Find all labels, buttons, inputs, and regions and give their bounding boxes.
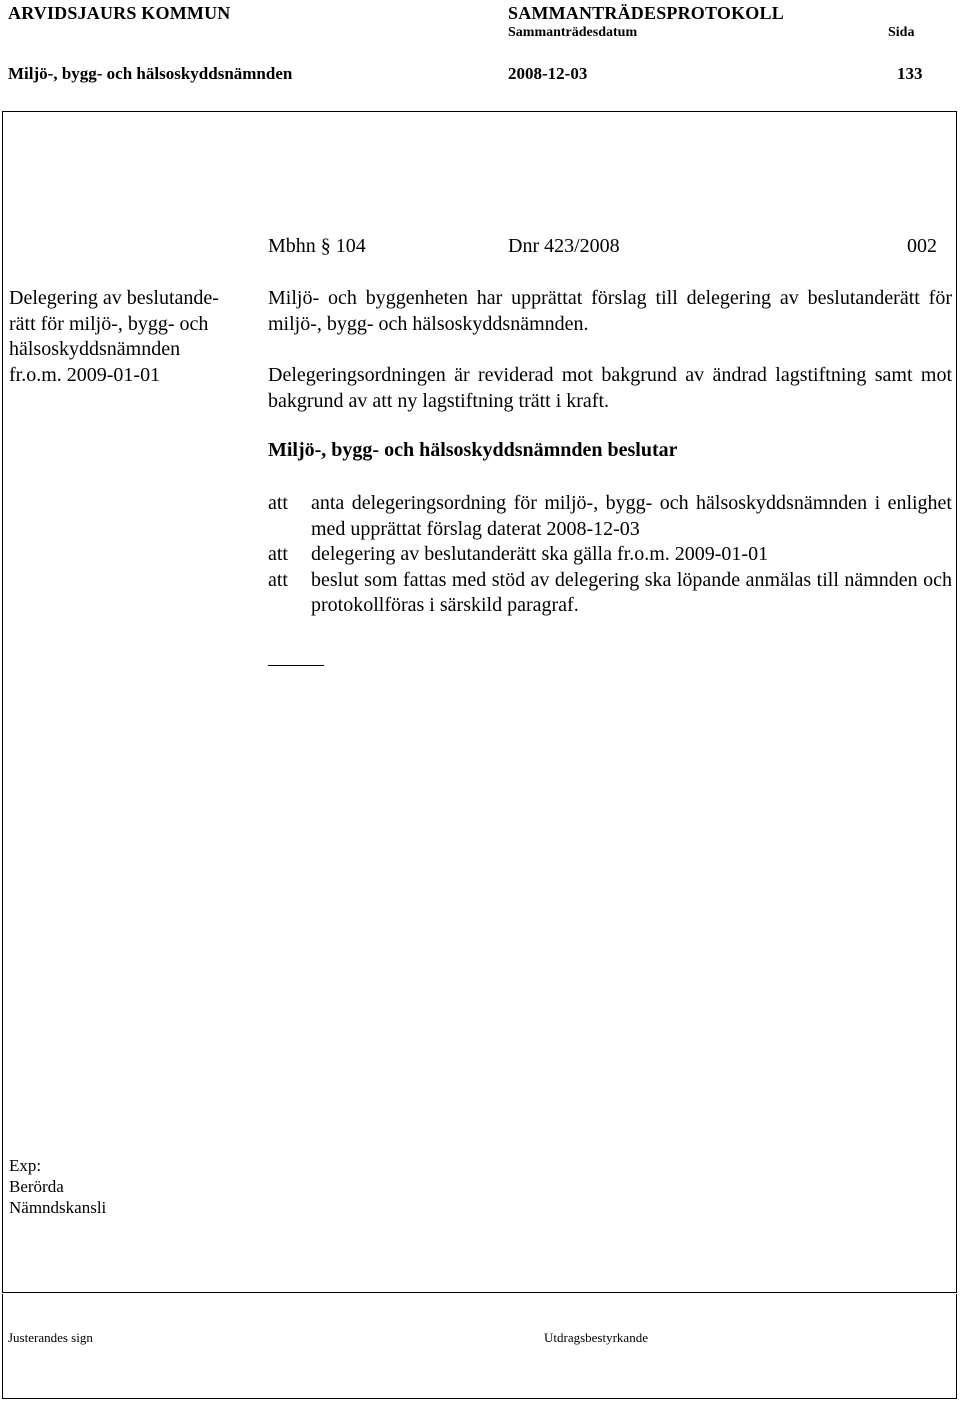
att-label: att [268,543,288,565]
signature-label-right: Utdragsbestyrkande [544,1330,648,1345]
meeting-date: 2008-12-03 [508,64,588,83]
document-type: SAMMANTRÄDESPROTOKOLL [508,3,784,23]
decision-text: delegering av beslutanderätt ska gälla fr.o.m. 2009-01-01 [311,543,769,565]
expedition-block [9,1155,106,1218]
signature-box [2,1294,957,1399]
decision-heading: Miljö-, bygg- och hälsoskyddsnämnden beslutar [268,439,678,461]
date-label: Sammanträdesdatum [508,25,638,40]
decision-item [268,491,952,542]
expedition-recipient: Berörda [9,1177,64,1196]
body-paragraph-2: Delegeringsordningen är reviderad mot bakgrund av ändrad lagstiftning samt mot bakgrund av att ny lagstiftning trätt i kraft. [268,364,952,412]
decision-text: anta delegeringsordning för miljö-, bygg- och hälsoskyddsnämnden i enlighet med upprättat förslag daterat 2008-12-03 [311,492,952,540]
side-title-line: hälsoskyddsnämnden [9,338,181,360]
page-number: 133 [897,64,923,83]
att-label: att [268,492,288,514]
body-paragraph-1: Miljö- och byggenheten har upprättat förslag till delegering av beslutanderätt för miljö-, bygg- och hälsoskyddsnämnden. [268,287,952,335]
organization-name: ARVIDSJAURS KOMMUN [8,3,231,23]
paragraph-reference: Mbhn § 104 [268,235,366,257]
decision-text: beslut som fattas med stöd av delegering ska löpande anmälas till nämnden och protokollföras i särskild paragraf. [311,568,952,616]
board-name: Miljö-, bygg- och hälsoskyddsnämnden [8,64,293,83]
signature-label-left: Justerandes sign [8,1330,93,1345]
diary-number: Dnr 423/2008 [508,235,620,257]
decision-item [268,568,952,619]
page-label: Sida [888,25,915,40]
att-label: att [268,568,288,591]
expedition-recipient: Nämndskansli [9,1198,107,1217]
side-title [9,286,254,388]
decision-item [268,542,952,568]
side-title-line: rätt för miljö-, bygg- och [9,312,209,335]
side-title-line: fr.o.m. 2009-01-01 [9,363,161,386]
side-title-line: Delegering av beslutande- [9,287,219,309]
end-rule [268,665,324,666]
case-number: 002 [907,235,937,257]
decision-list [268,491,952,619]
expedition-label: Exp: [9,1156,42,1175]
